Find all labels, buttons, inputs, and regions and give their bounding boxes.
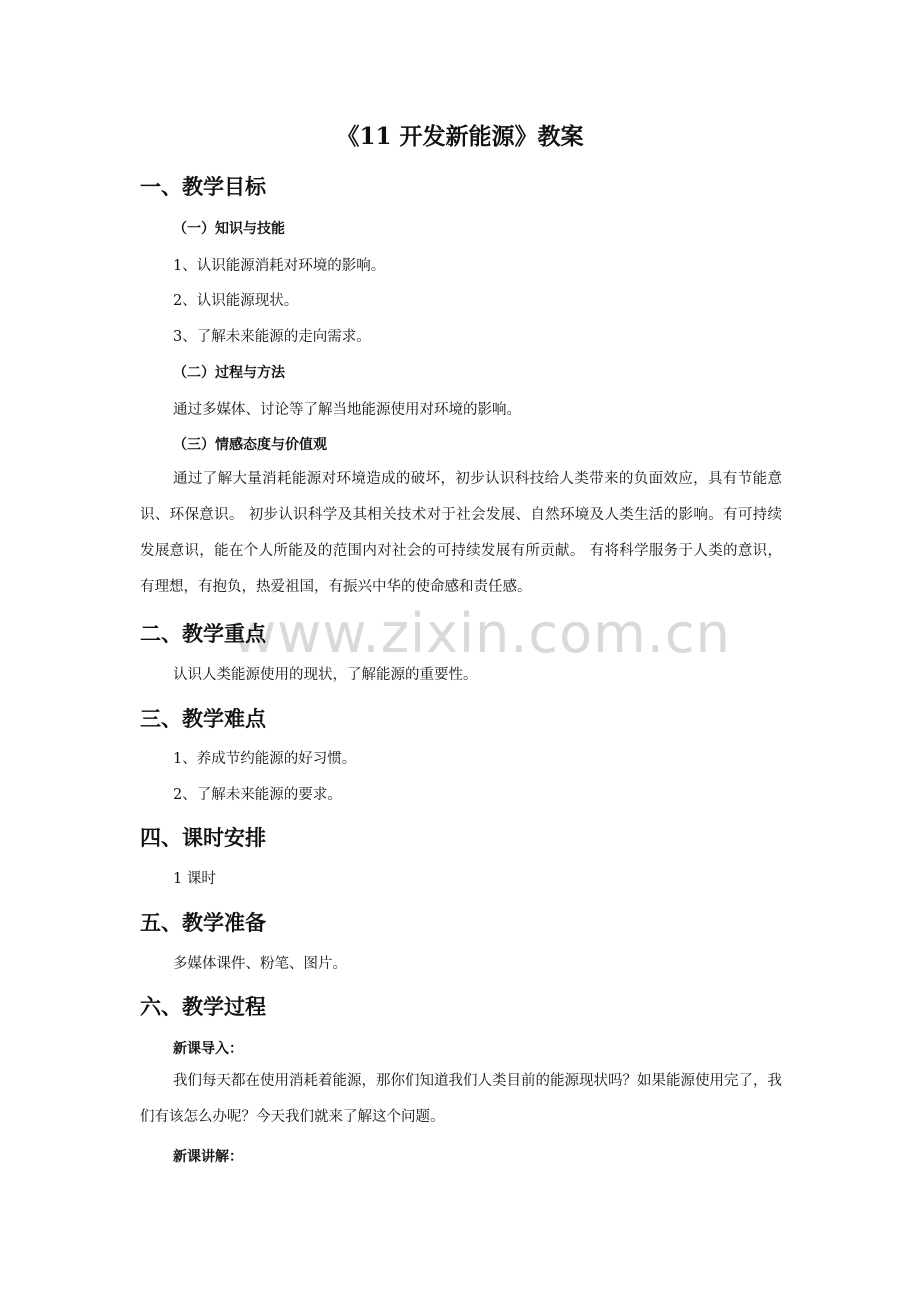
key-points-text: 认识人类能源使用的现状，了解能源的重要性。 [173,667,478,683]
section-heading-key-points: 二、教学重点 [140,621,266,646]
schedule-text: 1 课时 [173,871,216,887]
emotion-paragraph: 通过了解大量消耗能源对环境造成的破坏，初步认识科技给人类带来的负面效应，具有节能意识、环保意识。 初步认识科学及其相关技术对于社会发展、自然环境及人类生活的影响。有可持续发展意识，能在个人所能及的范围内对社会的可持续发展有所贡献。 有将科学服务于人类的意识，有理想，有抱负，热爱祖国，有振兴中华的使命感和责任感。 [140,471,782,595]
intro-paragraph: 我们每天都在使用消耗着能源，那你们知道我们人类目前的能源现状吗？如果能源使用完了，我们有该怎么办呢？今天我们就来了解这个问题。 [140,1073,782,1125]
subheading-emotion: （三）情感态度与价值观 [173,437,327,453]
subheading-knowledge: （一）知识与技能 [173,221,285,237]
document-title: 《11 开发新能源》教案 [336,123,584,150]
difficulty-item-2: 2、了解未来能源的要求。 [173,787,342,803]
objective-item-2: 2、认识能源现状。 [173,293,299,309]
section-heading-schedule: 四、课时安排 [140,825,266,850]
section-heading-preparation: 五、教学准备 [140,910,266,935]
intro-label: 新课导入： [173,1041,243,1057]
section-heading-process: 六、教学过程 [140,994,266,1019]
objective-item-1: 1、认识能源消耗对环境的影响。 [173,258,386,274]
subheading-method: （二）过程与方法 [173,365,285,381]
section-heading-difficulties: 三、教学难点 [140,706,266,731]
watermark: www.zixin.com.cn [232,602,731,665]
section-heading-objectives: 一、教学目标 [140,174,266,199]
method-text: 通过多媒体、讨论等了解当地能源使用对环境的影响。 [173,402,521,418]
difficulty-item-1: 1、养成节约能源的好习惯。 [173,751,357,767]
objective-item-3: 3、了解未来能源的走向需求。 [173,329,371,345]
preparation-text: 多媒体课件、粉笔、图片。 [173,956,347,972]
lecture-label: 新课讲解： [173,1149,243,1165]
